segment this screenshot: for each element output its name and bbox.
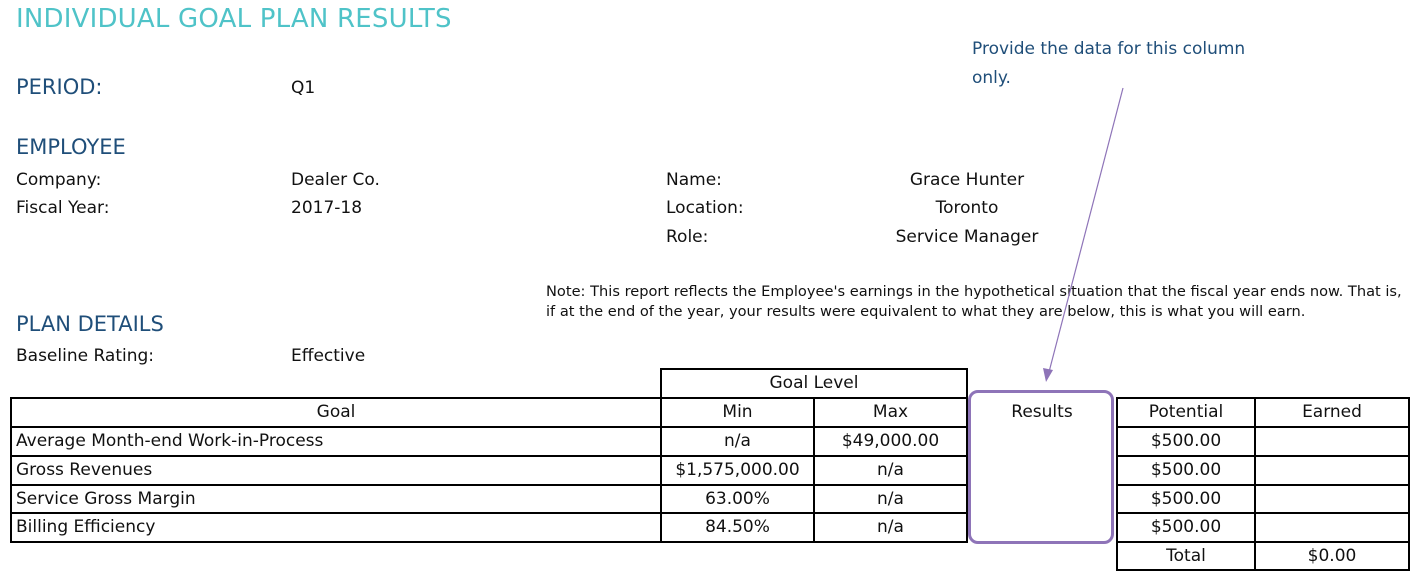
- goal-level-header: Goal Level: [769, 373, 859, 393]
- header-results: Results: [1011, 402, 1073, 422]
- header-potential: Potential: [1148, 402, 1224, 422]
- location-label: Location:: [666, 198, 744, 218]
- row-max: $49,000.00: [841, 431, 940, 451]
- company-label: Company:: [16, 170, 102, 190]
- total-label: Total: [1166, 546, 1206, 566]
- row-max: n/a: [877, 517, 904, 537]
- role-label: Role:: [666, 227, 709, 247]
- row-goal: Service Gross Margin: [16, 489, 196, 509]
- header-min: Min: [722, 402, 753, 422]
- report-title: INDIVIDUAL GOAL PLAN RESULTS: [16, 4, 452, 34]
- row-max: n/a: [877, 460, 904, 480]
- baseline-rating-value: Effective: [291, 346, 366, 366]
- row-goal: Gross Revenues: [16, 460, 153, 480]
- plan-details-heading: PLAN DETAILS: [16, 312, 164, 336]
- row-goal: Billing Efficiency: [16, 517, 156, 537]
- period-value: Q1: [291, 78, 316, 98]
- row-min: $1,575,000.00: [675, 460, 800, 480]
- period-label: PERIOD:: [16, 75, 103, 99]
- fiscal-year-value: 2017-18: [291, 198, 363, 218]
- row-potential: $500.00: [1150, 517, 1222, 537]
- row-goal: Average Month-end Work-in-Process: [16, 431, 324, 451]
- location-value: Toronto: [935, 198, 999, 218]
- name-value: Grace Hunter: [909, 170, 1025, 190]
- header-goal: Goal: [316, 402, 356, 422]
- row-max: n/a: [877, 489, 904, 509]
- results-column-highlight: [968, 390, 1114, 544]
- header-earned: Earned: [1302, 402, 1362, 422]
- fiscal-year-label: Fiscal Year:: [16, 198, 110, 218]
- role-value: Service Manager: [895, 227, 1039, 247]
- row-potential: $500.00: [1150, 431, 1222, 451]
- header-max: Max: [872, 402, 909, 422]
- row-potential: $500.00: [1150, 460, 1222, 480]
- row-potential: $500.00: [1150, 489, 1222, 509]
- row-min: n/a: [724, 431, 751, 451]
- baseline-rating-label: Baseline Rating:: [16, 346, 155, 366]
- total-value: $0.00: [1307, 546, 1357, 566]
- name-label: Name:: [666, 170, 722, 190]
- row-min: 63.00%: [705, 489, 770, 509]
- row-min: 84.50%: [705, 517, 770, 537]
- employee-heading: EMPLOYEE: [16, 135, 126, 159]
- company-value: Dealer Co.: [291, 170, 380, 190]
- annotation-callout: Provide the data for this column only.: [972, 39, 1246, 88]
- report-note: Note: This report reflects the Employee's earnings in the hypothetical situation that the fiscal year ends now. That is, if at the end of the year, your results were equivalent to what they are below, this is what you will earn.: [546, 283, 1402, 320]
